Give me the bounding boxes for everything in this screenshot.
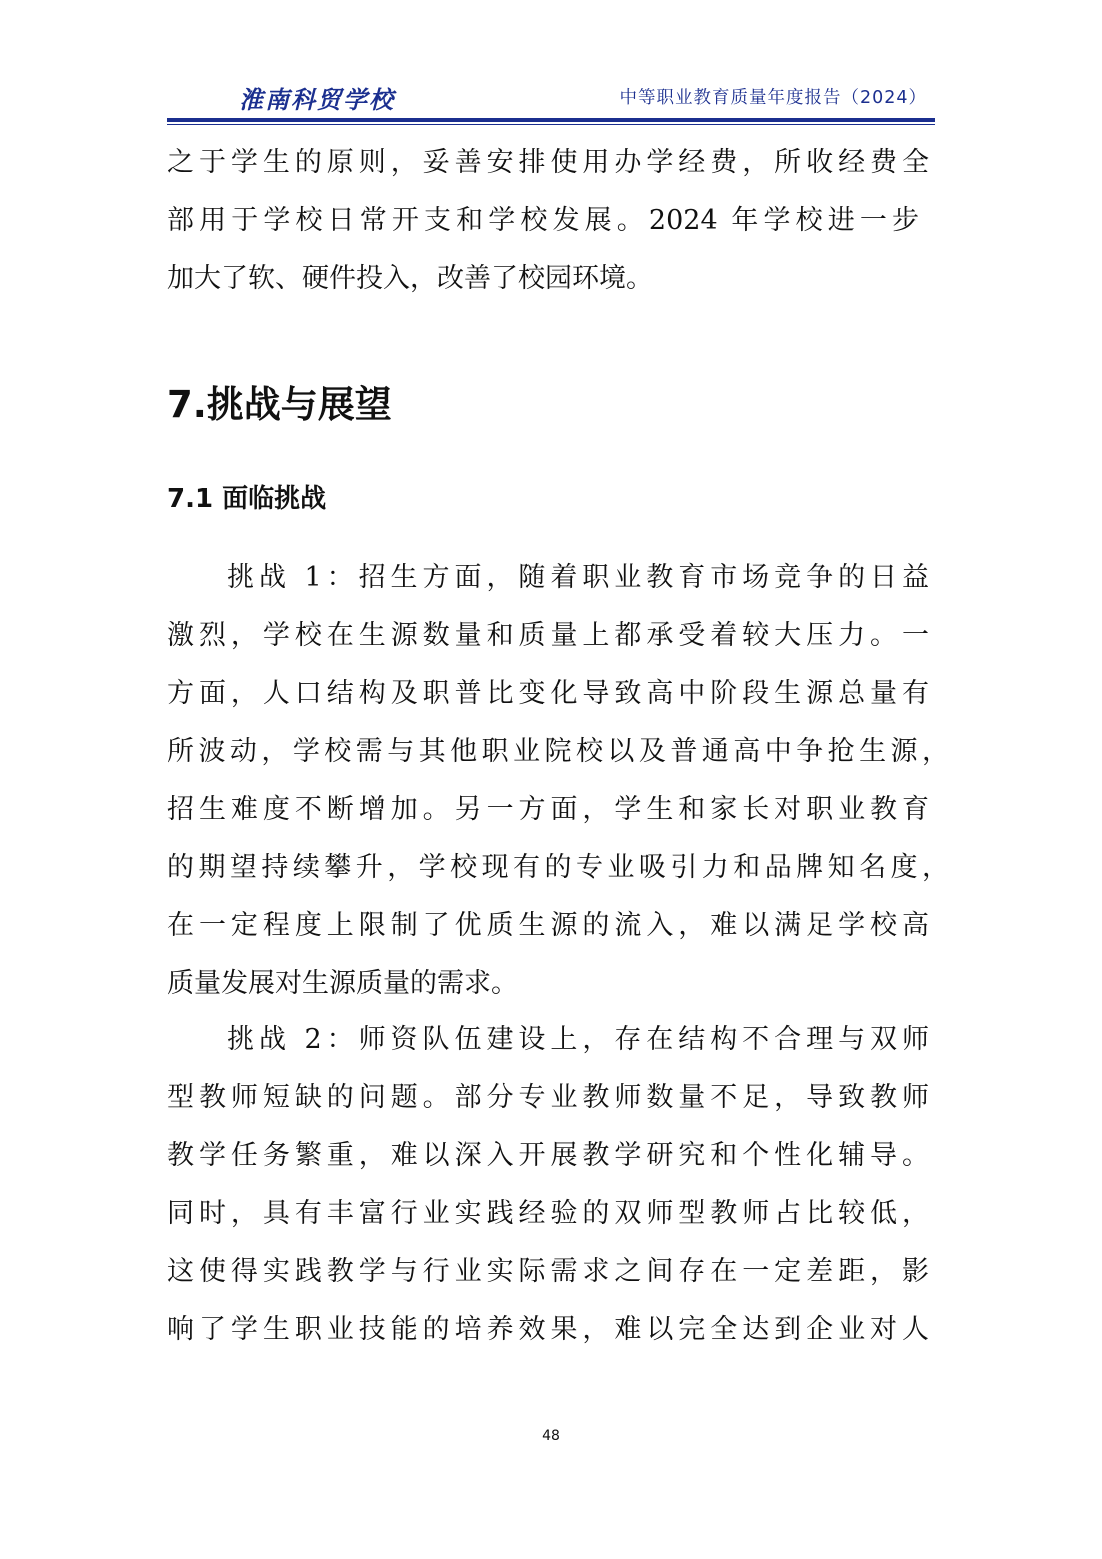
page-header [167,70,935,126]
paragraph-line: 挑战 1：招生方面，随着职业教育市场竞争的日益 [227,562,929,593]
paragraph-line: 加大了软、硬件投入，改善了校园环境。 [167,263,653,294]
report-title: 中等职业教育质量年度报告（2024） [619,88,927,108]
paragraph-line: 在一定程度上限制了优质生源的流入，难以满足学校高 [167,910,929,941]
paragraph-line: 方面，人口结构及职普比变化导致高中阶段生源总量有 [167,678,929,709]
paragraph-line: 所波动，学校需与其他职业院校以及普通高中争抢生源， [167,736,949,767]
paragraph-line: 的期望持续攀升，学校现有的专业吸引力和品牌知名度， [167,852,949,883]
paragraph-line: 之于学生的原则，妥善安排使用办学经费，所收经费全 [167,147,929,178]
paragraph-line: 这使得实践教学与行业实际需求之间存在一定差距，影 [167,1256,929,1287]
header-rule-thick [167,118,935,122]
paragraph-line: 激烈，学校在生源数量和质量上都承受着较大压力。一 [167,620,929,651]
paragraph-line: 响了学生职业技能的培养效果，难以完全达到企业对人 [167,1314,929,1345]
subsection-heading: 7.1 面临挑战 [167,484,327,514]
paragraph-line: 型教师短缺的问题。部分专业教师数量不足，导致教师 [167,1082,929,1113]
paragraph-line: 招生难度不断增加。另一方面，学生和家长对职业教育 [167,794,929,825]
section-heading: 7.挑战与展望 [167,383,392,426]
paragraph-line: 教学任务繁重，难以深入开展教学研究和个性化辅导。 [167,1140,929,1171]
school-name: 淮南科贸学校 [239,85,395,114]
paragraph-line: 挑战 2：师资队伍建设上，存在结构不合理与双师 [227,1024,929,1055]
intro-paragraph [167,134,952,308]
paragraph-line: 质量发展对生源质量的需求。 [167,968,518,999]
page-number: 48 [542,1428,560,1444]
challenge-2-paragraph [167,1011,952,1359]
header-rule-thin [167,124,935,125]
paragraph-line: 部用于学校日常开支和学校发展。2024 年学校进一步 [167,205,919,236]
paragraph-line: 同时，具有丰富行业实践经验的双师型教师占比较低， [167,1198,929,1229]
challenge-1-paragraph [167,549,952,1013]
